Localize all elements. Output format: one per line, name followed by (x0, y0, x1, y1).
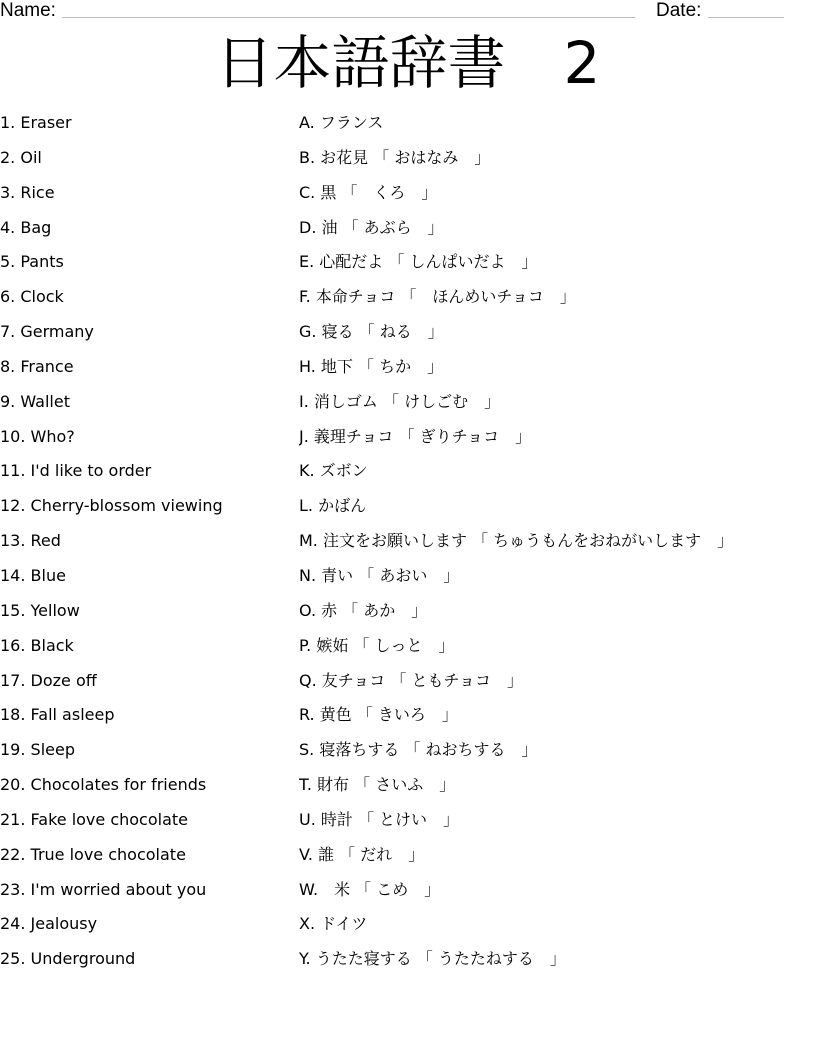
answer-item: W. 米 「 こめ 」 (299, 879, 441, 899)
answer-item: P. 嫉妬 「 しっと 」 (299, 635, 455, 655)
answer-item: T. 財布 「 さいふ 」 (299, 775, 456, 795)
answer-item: H. 地下 「 ちか 」 (299, 356, 444, 376)
answer-item: E. 心配だよ 「 しんぱいだよ 」 (299, 252, 538, 272)
answer-item: O. 赤 「 あか 」 (299, 600, 428, 620)
clue-item: 2. Oil (0, 147, 42, 167)
answer-item: M. 注文をお願いします 「 ちゅうもんをおねがいします 」 (299, 531, 734, 551)
clue-item: 6. Clock (0, 287, 64, 307)
answer-item: R. 黄色 「 きいろ 」 (299, 705, 458, 725)
answer-item: U. 時計 「 とけい 」 (299, 809, 460, 829)
clue-item: 3. Rice (0, 182, 55, 202)
clue-item: 8. France (0, 356, 74, 376)
answer-item: V. 誰 「 だれ 」 (299, 844, 425, 864)
answer-list (299, 112, 814, 983)
answer-item: A. フランス (299, 113, 384, 132)
answer-item: L. かばん (299, 496, 367, 516)
clue-item: 14. Blue (0, 565, 66, 585)
clue-item: 7. Germany (0, 322, 94, 342)
answer-item: N. 青い 「 あおい 」 (299, 565, 460, 585)
clue-item: 1. Eraser (0, 113, 72, 132)
clue-item: 24. Jealousy (0, 914, 98, 934)
clue-list (0, 112, 290, 983)
answer-item: Y. うたた寝する 「 うたたねする 」 (299, 949, 566, 969)
clue-item: 21. Fake love chocolate (0, 809, 189, 829)
clue-item: 13. Red (0, 531, 61, 551)
answer-item: X. ドイツ (299, 914, 368, 934)
clue-item: 11. I'd like to order (0, 461, 152, 481)
answer-item: D. 油 「 あぶら 」 (299, 217, 444, 237)
clue-item: 9. Wallet (0, 391, 70, 411)
worksheet-header (0, 0, 816, 24)
worksheet-title: 日本語辞書 2 (215, 29, 601, 97)
date-label: Date: (656, 0, 702, 21)
answer-item: B. お花見 「 おはなみ 」 (299, 147, 491, 167)
answer-item: J. 義理チョコ 「 ぎりチョコ 」 (299, 426, 532, 446)
clue-item: 12. Cherry-blossom viewing (0, 496, 223, 516)
answer-item: S. 寝落ちする 「 ねおちする 」 (299, 740, 538, 760)
answer-item: I. 消しゴム 「 けしごむ 」 (299, 391, 501, 411)
name-blank-line[interactable] (62, 17, 635, 18)
clue-item: 4. Bag (0, 217, 52, 237)
date-blank-line[interactable] (708, 17, 784, 18)
answer-item: K. ズボン (299, 461, 368, 481)
clue-item: 19. Sleep (0, 740, 75, 760)
answer-item: C. 黒 「 くろ 」 (299, 182, 438, 202)
clue-item: 10. Who? (0, 426, 75, 446)
clue-item: 25. Underground (0, 949, 136, 969)
clue-item: 23. I'm worried about you (0, 879, 207, 899)
answer-item: Q. 友チョコ 「 ともチョコ 」 (299, 670, 523, 690)
clue-item: 20. Chocolates for friends (0, 775, 207, 795)
clue-item: 15. Yellow (0, 600, 80, 620)
name-label: Name: (0, 0, 56, 21)
clue-item: 22. True love chocolate (0, 844, 186, 864)
clue-item: 16. Black (0, 635, 74, 655)
answer-item: G. 寝る 「 ねる 」 (299, 322, 444, 342)
clue-item: 17. Doze off (0, 670, 97, 690)
clue-item: 5. Pants (0, 252, 64, 272)
answer-item: F. 本命チョコ 「 ほんめいチョコ 」 (299, 287, 576, 307)
clue-item: 18. Fall asleep (0, 705, 115, 725)
